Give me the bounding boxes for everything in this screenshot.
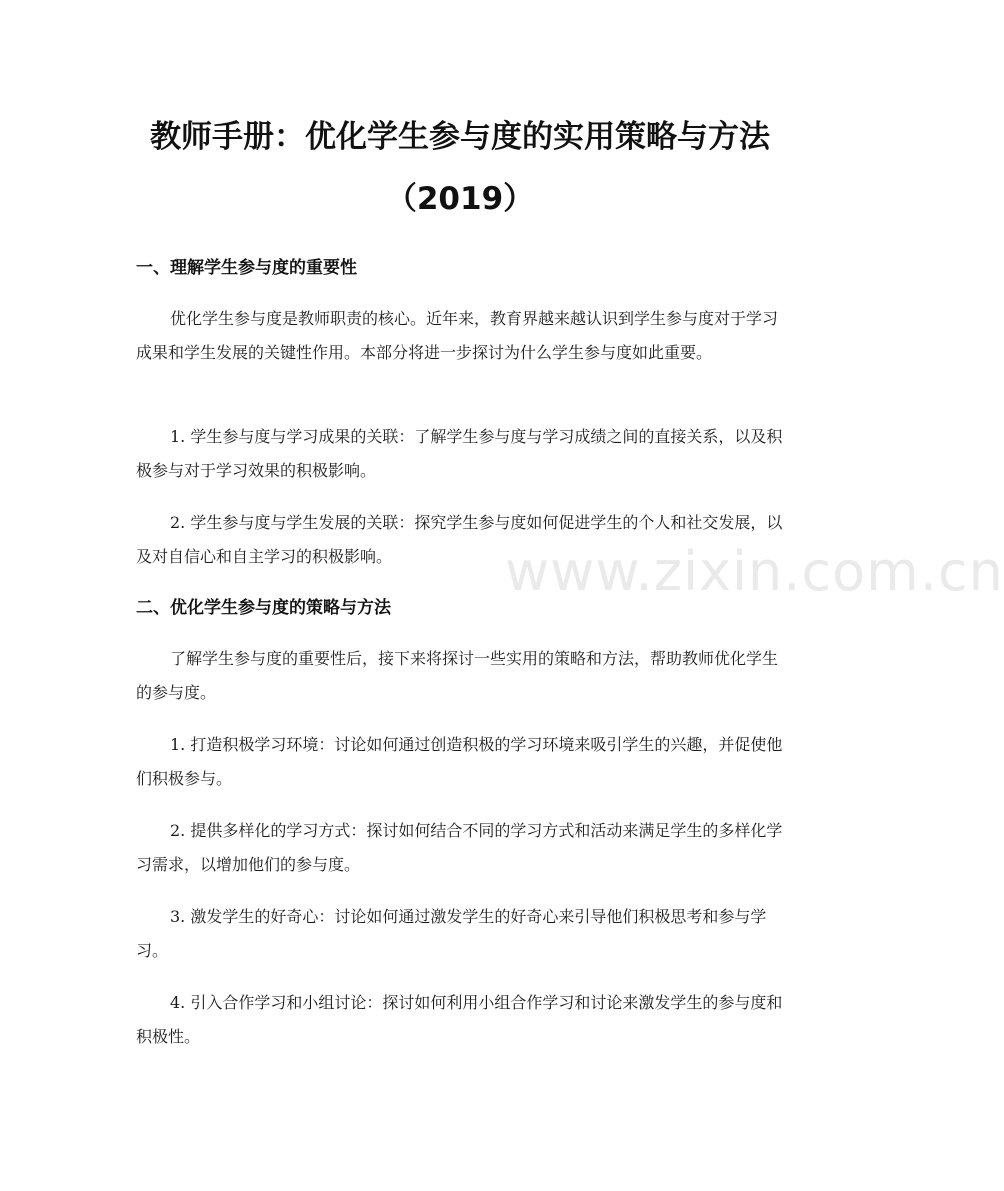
section-2-item-2: 2. 提供多样化的学习方式：探讨如何结合不同的学习方式和活动来满足学生的多样化学习需求，以增加他们的参与度。 <box>136 821 783 874</box>
section-2-intro: 了解学生参与度的重要性后，接下来将探讨一些实用的策略和方法，帮助教师优化学生的参与度。 <box>136 649 779 702</box>
section-2-item-1: 1. 打造积极学习环境：讨论如何通过创造积极的学习环境来吸引学生的兴趣，并促使他们积极参与。 <box>136 735 783 788</box>
section-2-item-3: 3. 激发学生的好奇心：讨论如何通过激发学生的好奇心来引导他们积极思考和参与学习。 <box>136 907 767 960</box>
section-heading-1: 一、理解学生参与度的重要性 <box>136 258 357 278</box>
document-title: 教师手册：优化学生参与度的实用策略与方法（2019） <box>150 119 770 217</box>
watermark: www.zixin.com.cn <box>505 540 1004 603</box>
section-2-item-4: 4. 引入合作学习和小组讨论：探讨如何利用小组合作学习和讨论来激发学生的参与度和积极性。 <box>136 993 783 1046</box>
section-1-item-2: 2. 学生参与度与学生发展的关联：探究学生参与度如何促进学生的个人和社交发展，以及对自信心和自主学习的积极影响。 <box>136 513 783 566</box>
section-1-intro: 优化学生参与度是教师职责的核心。近年来，教育界越来越认识到学生参与度对于学习成果和学生发展的关键性作用。本部分将进一步探讨为什么学生参与度如此重要。 <box>136 309 779 362</box>
section-1-item-1: 1. 学生参与度与学习成果的关联：了解学生参与度与学习成绩之间的直接关系，以及积极参与对于学习效果的积极影响。 <box>136 427 783 480</box>
section-heading-2: 二、优化学生参与度的策略与方法 <box>136 598 391 618</box>
